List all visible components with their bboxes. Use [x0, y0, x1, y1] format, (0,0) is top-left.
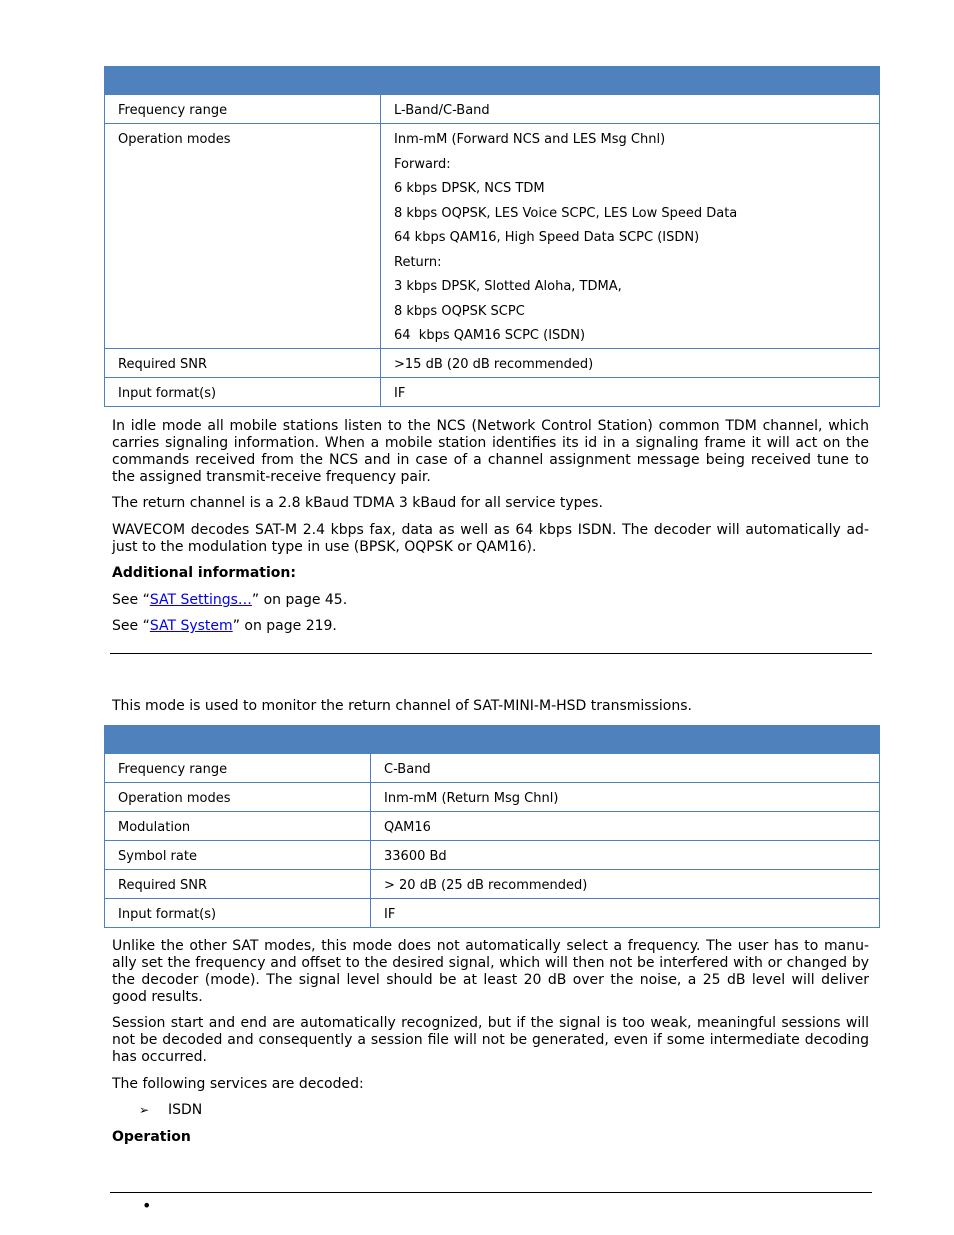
- row-label: Frequency range: [105, 95, 381, 124]
- row-label: Input format(s): [105, 899, 371, 928]
- operation-mode-line: 64 kbps QAM16, High Speed Data SCPC (ISDN): [394, 230, 700, 245]
- see-prefix: See “: [112, 592, 150, 608]
- services-list: [139, 1102, 202, 1119]
- sat-settings-link[interactable]: SAT Settings…: [149, 592, 252, 608]
- table-header-cell: [105, 67, 880, 95]
- operation-mode-line: Forward:: [394, 156, 451, 172]
- paragraph-idle-mode: In idle mode all mobile stations listen to the NCS (Network Control Station) common TDM channel, which carries signaling information. When a mobile station identifies its id in a signaling frame it will act on the commands received from the NCS and in case of a channel assignment message being received tune to the assigned transmit-receive frequency pair.: [112, 418, 869, 485]
- see-suffix: ” on page 45.: [251, 592, 348, 608]
- operation-mode-line: Return:: [394, 254, 442, 270]
- table-row: [105, 754, 880, 783]
- paragraph-decodes: WAVECOM decodes SAT-M 2.4 kbps fax, data as well as 64 kbps ISDN. The decoder will automatically ad-just to the modulation type in use (BPSK, OQPSK or QAM16).: [112, 522, 869, 555]
- table-header-cell: [105, 726, 371, 754]
- section-divider: [110, 653, 872, 654]
- operation-mode-line: 64 kbps QAM16 SCPC (ISDN): [394, 328, 586, 343]
- row-label: Symbol rate: [105, 841, 371, 870]
- table-row: [105, 124, 880, 349]
- operation-mode-line: 3 kbps DPSK, Slotted Aloha, TDMA,: [394, 279, 622, 294]
- row-label: Frequency range: [105, 754, 371, 783]
- row-value: > 20 dB (25 dB recommended): [371, 870, 880, 899]
- see-also-line: [112, 592, 869, 609]
- table-header-row: [105, 67, 880, 95]
- table-row: [105, 95, 880, 124]
- table-row: [105, 870, 880, 899]
- see-also-line: [112, 618, 869, 635]
- sat-system-link[interactable]: SAT System: [149, 618, 233, 634]
- row-value-list: [381, 124, 880, 349]
- operation-mode-line: Inm-mM (Forward NCS and LES Msg Chnl): [394, 132, 666, 147]
- footer-bullet: •: [142, 1196, 152, 1215]
- row-value: L-Band/C-Band: [381, 95, 880, 124]
- row-label: Modulation: [105, 812, 371, 841]
- table-row: [105, 841, 880, 870]
- table-row: [105, 899, 880, 928]
- see-suffix: ” on page 219.: [232, 618, 337, 634]
- row-value: C-Band: [371, 754, 880, 783]
- row-label: Input format(s): [105, 378, 381, 407]
- row-value: >15 dB (20 dB recommended): [381, 349, 880, 378]
- table-row: [105, 349, 880, 378]
- see-prefix: See “: [112, 618, 150, 634]
- footer-divider: [110, 1192, 872, 1193]
- row-label: Required SNR: [105, 870, 371, 899]
- operation-mode-line: 8 kbps OQPSK SCPC: [394, 303, 525, 319]
- paragraph-session: Session start and end are automatically recognized, but if the signal is too weak, meaningful sessions will not be decoded and consequently a session file will not be generated, even if some intermediate decoding has occurred.: [112, 1015, 869, 1065]
- operation-mode-line: 8 kbps OQPSK, LES Voice SCPC, LES Low Speed Data: [394, 205, 738, 221]
- table-header-row: [105, 726, 880, 754]
- table-header-cell: [371, 726, 880, 754]
- table-row: [105, 812, 880, 841]
- paragraph-return-channel: The return channel is a 2.8 kBaud TDMA 3 kBaud for all service types.: [112, 495, 603, 511]
- spec-table-sat-mini-m-hsd: [104, 725, 880, 928]
- row-value: IF: [371, 899, 880, 928]
- spec-table-sat-m: [104, 66, 880, 407]
- additional-info-heading: Additional information:: [112, 565, 296, 581]
- row-value: IF: [381, 378, 880, 407]
- row-label: Operation modes: [105, 124, 381, 349]
- paragraph-intro-hsd: This mode is used to monitor the return channel of SAT-MINI-M-HSD transmissions.: [112, 698, 692, 714]
- paragraph-services-intro: The following services are decoded:: [112, 1076, 364, 1092]
- list-item: [139, 1102, 202, 1119]
- operation-mode-line: 6 kbps DPSK, NCS TDM: [394, 181, 545, 196]
- operation-heading: Operation: [112, 1129, 191, 1145]
- table-row: [105, 378, 880, 407]
- row-label: Required SNR: [105, 349, 381, 378]
- arrow-bullet-icon: ➢: [139, 1103, 150, 1117]
- row-label: Operation modes: [105, 783, 371, 812]
- row-value: QAM16: [371, 812, 880, 841]
- paragraph-manual-frequency: Unlike the other SAT modes, this mode does not automatically select a frequency. The user has to manu-ally set the frequency and offset to the desired signal, which will then not be interfered with or changed by the decoder (mode). The signal level should be at least 20 dB over the noise, a 25 dB level will deliver good results.: [112, 938, 869, 1005]
- service-label: ISDN: [168, 1102, 203, 1118]
- row-value: Inm-mM (Return Msg Chnl): [371, 783, 880, 812]
- row-value: 33600 Bd: [371, 841, 880, 870]
- table-row: [105, 783, 880, 812]
